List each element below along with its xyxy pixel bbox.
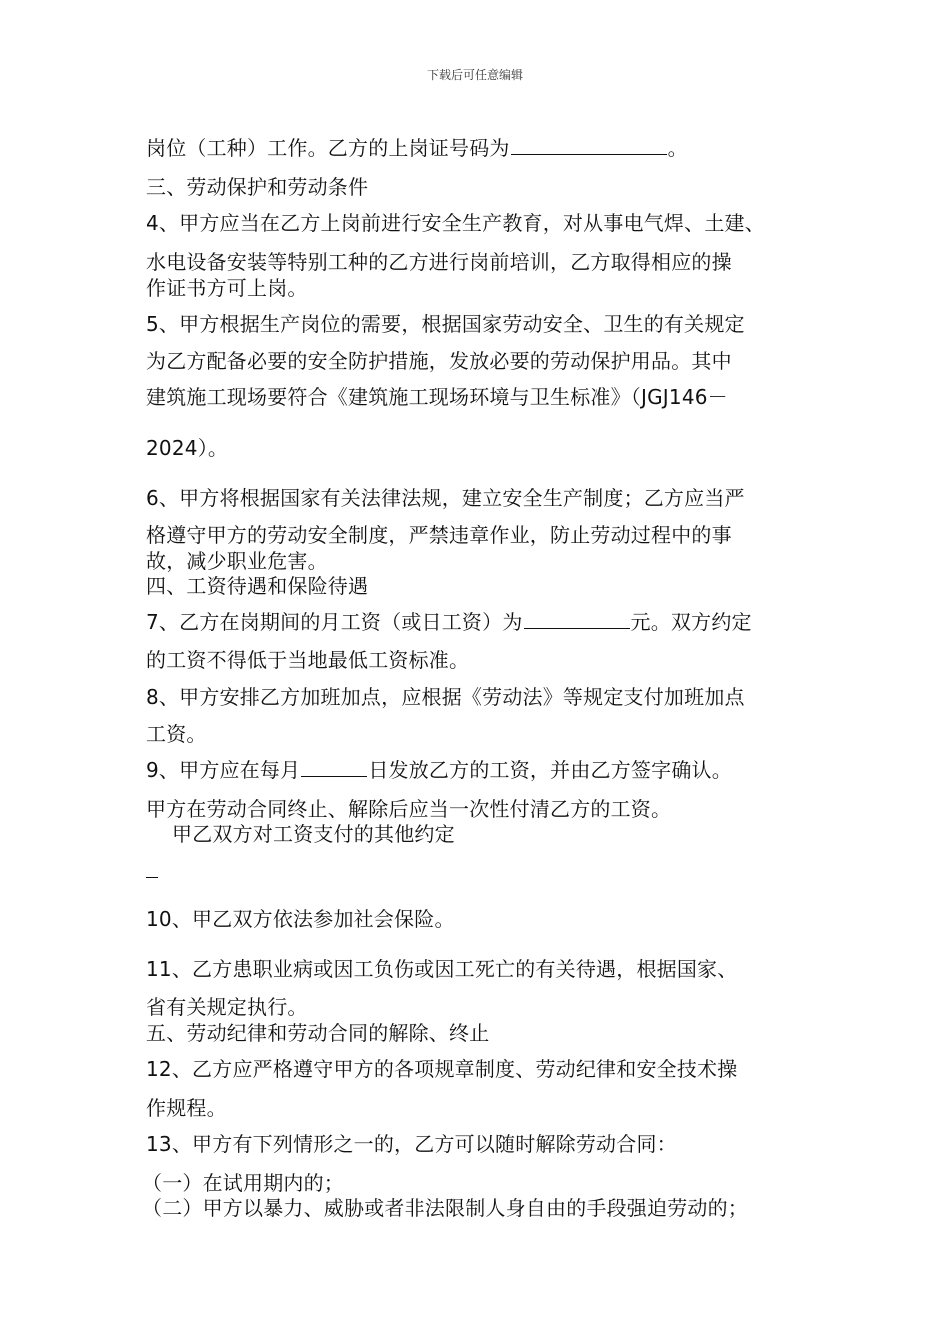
section-heading: 三、劳动保护和劳动条件 (146, 175, 369, 199)
text-line: 的工资不得低于当地最低工资标准。 (146, 648, 470, 672)
text-line: 5、甲方根据生产岗位的需要，根据国家劳动安全、卫生的有关规定 (146, 312, 745, 336)
text-line: 11、乙方患职业病或因工负伤或因工死亡的有关待遇，根据国家、 (146, 957, 738, 981)
other-agreement-blank-line (146, 858, 158, 884)
text-line: 13、甲方有下列情形之一的，乙方可以随时解除劳动合同： (146, 1132, 677, 1156)
salary-blank (524, 610, 630, 629)
text-line: 为乙方配备必要的安全防护措施，发放必要的劳动保护用品。其中 (146, 349, 732, 373)
text-line: 甲乙双方对工资支付的其他约定 (172, 822, 455, 846)
text-line: 9、甲方应在每月 日发放乙方的工资，并由乙方签字确认。 (146, 758, 732, 782)
text-line: 10、甲乙双方依法参加社会保险。 (146, 907, 455, 931)
page-header: 下载后可任意编辑 (426, 68, 523, 82)
text-line: 2024）。 (146, 436, 229, 460)
text-line: 省有关规定执行。 (146, 995, 308, 1019)
section-heading: 四、工资待遇和保险待遇 (146, 574, 369, 598)
certificate-number-blank (511, 136, 667, 155)
text-line: 格遵守甲方的劳动安全制度，严禁违章作业，防止劳动过程中的事 (146, 523, 732, 547)
text-line: 作规程。 (146, 1096, 227, 1120)
list-item: （一）在试用期内的； (142, 1171, 344, 1195)
text-line: 作证书方可上岗。 (146, 276, 308, 300)
text-line: 岗位（工种）工作。乙方的上岗证号码为 。 (146, 136, 688, 160)
text-line: 8、甲方安排乙方加班加点，应根据《劳动法》等规定支付加班加点 (146, 685, 745, 709)
pay-day-blank (301, 758, 367, 777)
text-line: 水电设备安装等特别工种的乙方进行岗前培训，乙方取得相应的操 (146, 250, 732, 274)
text-line: 建筑施工现场要符合《建筑施工现场环境与卫生标准》（JGJ146－ (146, 385, 728, 409)
section-heading: 五、劳动纪律和劳动合同的解除、终止 (146, 1021, 490, 1045)
text-line: 12、乙方应严格遵守甲方的各项规章制度、劳动纪律和安全技术操 (146, 1057, 738, 1081)
other-agreement-blank (146, 861, 158, 878)
text-line: 故，减少职业危害。 (146, 549, 328, 573)
text-line: 工资。 (146, 722, 207, 746)
text-line: 4、甲方应当在乙方上岗前进行安全生产教育，对从事电气焊、土建、 (146, 211, 765, 235)
text-line: 6、甲方将根据国家有关法律法规，建立安全生产制度；乙方应当严 (146, 486, 745, 510)
text-line: 7、乙方在岗期间的月工资（或日工资）为 元。双方约定 (146, 610, 752, 634)
text-line: 甲方在劳动合同终止、解除后应当一次性付清乙方的工资。 (146, 797, 672, 821)
list-item: （二）甲方以暴力、威胁或者非法限制人身自由的手段强迫劳动的； (142, 1196, 748, 1220)
